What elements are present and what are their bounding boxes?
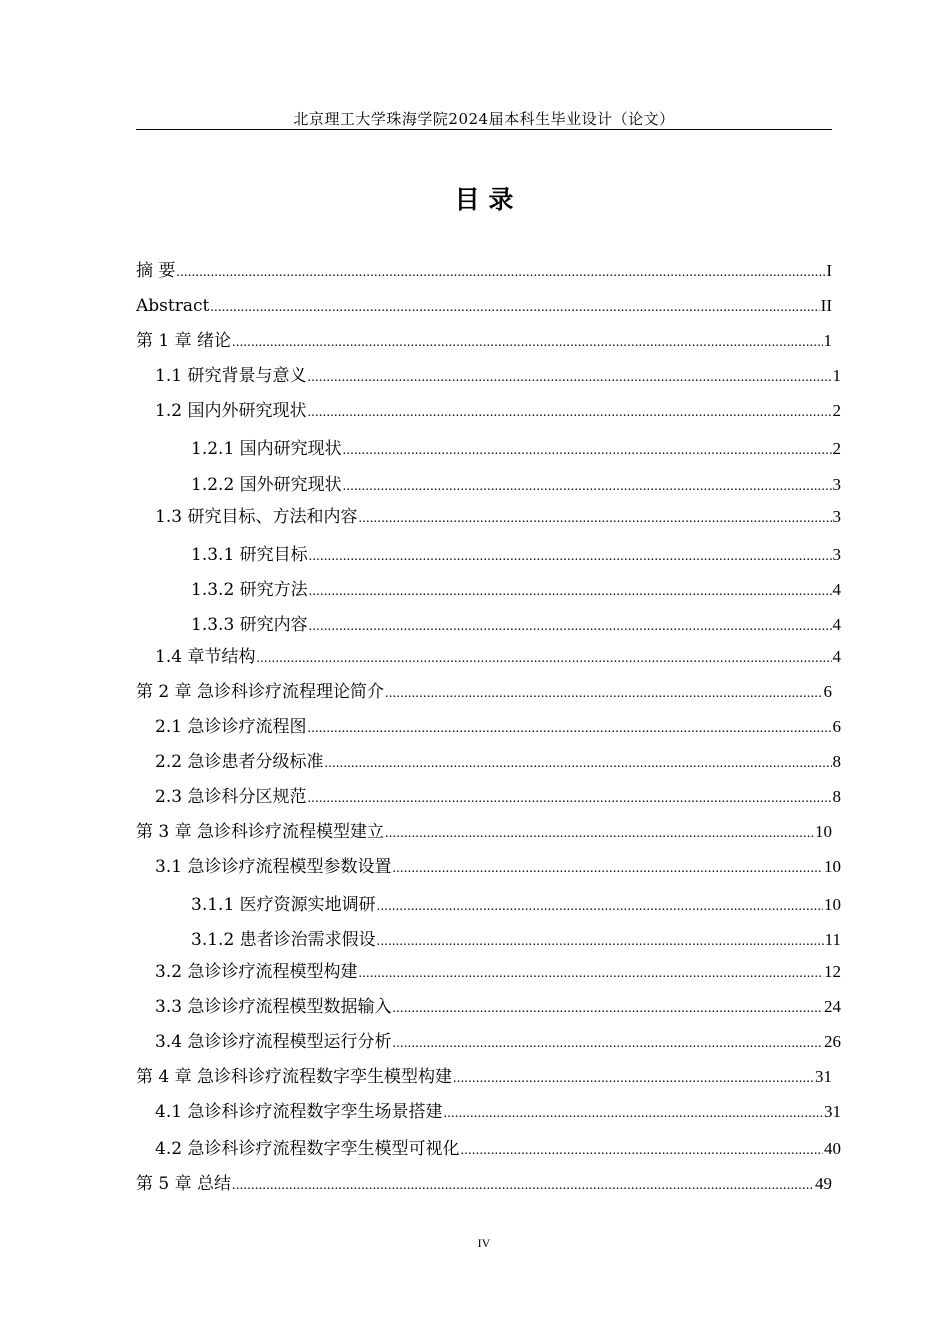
toc-entry-page: 31 [815,1067,832,1086]
toc-entry-page: 6 [823,682,832,701]
toc-dot-leader [232,1174,814,1198]
toc-entry-page: 8 [832,752,841,771]
toc-dot-leader [309,545,832,569]
toc-dot-leader [324,752,831,776]
toc-entry [136,680,832,704]
toc-entry-label: 第 2 章 急诊科诊疗流程理论简介 [136,682,385,702]
toc-entry [191,578,841,602]
toc-entry-label: 2.1 急诊诊疗流程图 [155,717,307,737]
toc-entry-page: II [820,296,832,315]
toc-entry [136,820,832,844]
toc-entry-page: 10 [824,857,841,876]
toc-entry-label: 3.2 急诊诊疗流程模型构建 [155,962,358,982]
toc-entry-label: 第 4 章 急诊科诊疗流程数字孪生模型构建 [136,1067,453,1087]
toc-dot-leader [232,331,822,355]
toc-entry-page: 10 [815,822,832,841]
toc-dot-leader [377,930,824,954]
toc-entry-label: 2.2 急诊患者分级标准 [155,752,324,772]
toc-dot-leader [358,962,823,986]
toc-entry-label: 第 3 章 急诊科诊疗流程模型建立 [136,822,385,842]
toc-entry-label: 1.2.1 国内研究现状 [191,439,342,459]
toc-entry [136,1065,832,1089]
toc-entry-page: 3 [832,545,841,564]
toc-entry-label: 1.3.1 研究目标 [191,545,308,565]
toc-title: 目 录 [454,185,514,214]
toc-dot-leader [377,895,823,919]
toc-entry-label: 3.1 急诊诊疗流程模型参数设置 [155,857,392,877]
toc-entry-label: 1.3 研究目标、方法和内容 [155,507,358,527]
toc-dot-leader [443,1102,823,1126]
toc-entry [155,1137,841,1161]
toc-entry-page: 6 [832,717,841,736]
toc-dot-leader [307,366,831,390]
toc-entry [155,715,841,739]
toc-entry [155,750,841,774]
toc-entry [155,399,841,423]
toc-entry-page: I [826,261,832,280]
toc-entry-page: 4 [832,615,841,634]
toc-entry [155,1030,841,1054]
toc-entry-label: 摘 要 [136,261,176,281]
toc-entry [136,329,832,353]
toc-entry-label: 1.2.2 国外研究现状 [191,475,342,495]
toc-entry-label: 1.3.2 研究方法 [191,580,308,600]
toc-entry-label: 1.4 章节结构 [155,647,256,667]
toc-entry-label: 4.1 急诊科诊疗流程数字孪生场景搭建 [155,1102,443,1122]
toc-dot-leader [343,475,832,499]
toc-entry [191,928,841,952]
toc-entry-label: 3.1.1 医疗资源实地调研 [191,895,376,915]
toc-entry-page: 12 [824,962,841,981]
toc-dot-leader [453,1067,814,1091]
toc-dot-leader [307,787,831,811]
toc-entry [191,613,841,637]
toc-entry [191,437,841,461]
toc-entry [155,645,841,669]
toc-entry [191,473,841,497]
toc-entry [136,1172,832,1196]
running-header: 北京理工大学珠海学院2024届本科生毕业设计（论文） [293,110,675,128]
toc-entry-page: 40 [824,1139,841,1158]
toc-dot-leader [358,507,831,531]
toc-entry-page: 1 [832,366,841,385]
toc-entry-label: 4.2 急诊科诊疗流程数字孪生模型可视化 [155,1139,460,1159]
toc-entry-page: 49 [815,1174,832,1193]
toc-entry-page: 10 [824,895,841,914]
toc-entry [191,543,841,567]
toc-dot-leader [309,615,832,639]
toc-dot-leader [460,1139,823,1163]
toc-dot-leader [385,682,822,706]
toc-entry-page: 2 [832,401,841,420]
toc-entry [155,855,841,879]
toc-entry-page: 2 [832,439,841,458]
page-number: IV [477,1236,491,1250]
toc-entry-page: 1 [823,331,832,350]
toc-entry [191,893,841,917]
toc-dot-leader [256,647,831,671]
toc-entry-label: 3.1.2 患者诊治需求假设 [191,930,376,950]
toc-dot-leader [343,439,832,463]
toc-entry-label: 第 5 章 总结 [136,1174,232,1194]
toc-entry-label: Abstract [136,296,210,316]
toc-entry-page: 11 [824,930,841,949]
toc-entry-page: 8 [832,787,841,806]
toc-entry-label: 1.1 研究背景与意义 [155,366,307,386]
toc-entry-page: 3 [832,507,841,526]
toc-entry-page: 26 [824,1032,841,1051]
toc-entry [136,259,832,283]
toc-entry-page: 4 [832,580,841,599]
toc-entry-page: 24 [824,997,841,1016]
toc-dot-leader [307,717,831,741]
toc-dot-leader [176,261,825,285]
toc-entry [155,960,841,984]
toc-entry-page: 3 [832,475,841,494]
toc-entry-label: 第 1 章 绪论 [136,331,232,351]
toc-entry [155,995,841,1019]
toc-entry [136,294,832,318]
toc-entry-label: 3.4 急诊诊疗流程模型运行分析 [155,1032,392,1052]
toc-entry-label: 1.3.3 研究内容 [191,615,308,635]
toc-entry [155,785,841,809]
toc-entry-page: 31 [824,1102,841,1121]
toc-dot-leader [392,1032,823,1056]
toc-entry [155,505,841,529]
toc-dot-leader [210,296,819,320]
toc-entry [155,1100,841,1124]
toc-entry-label: 3.3 急诊诊疗流程模型数据输入 [155,997,392,1017]
toc-dot-leader [307,401,831,425]
toc-entry [155,364,841,388]
toc-dot-leader [309,580,832,604]
toc-entry-page: 4 [832,647,841,666]
toc-dot-leader [385,822,814,846]
toc-entry-label: 2.3 急诊科分区规范 [155,787,307,807]
toc-dot-leader [392,857,823,881]
toc-entry-label: 1.2 国内外研究现状 [155,401,307,421]
toc-dot-leader [392,997,823,1021]
